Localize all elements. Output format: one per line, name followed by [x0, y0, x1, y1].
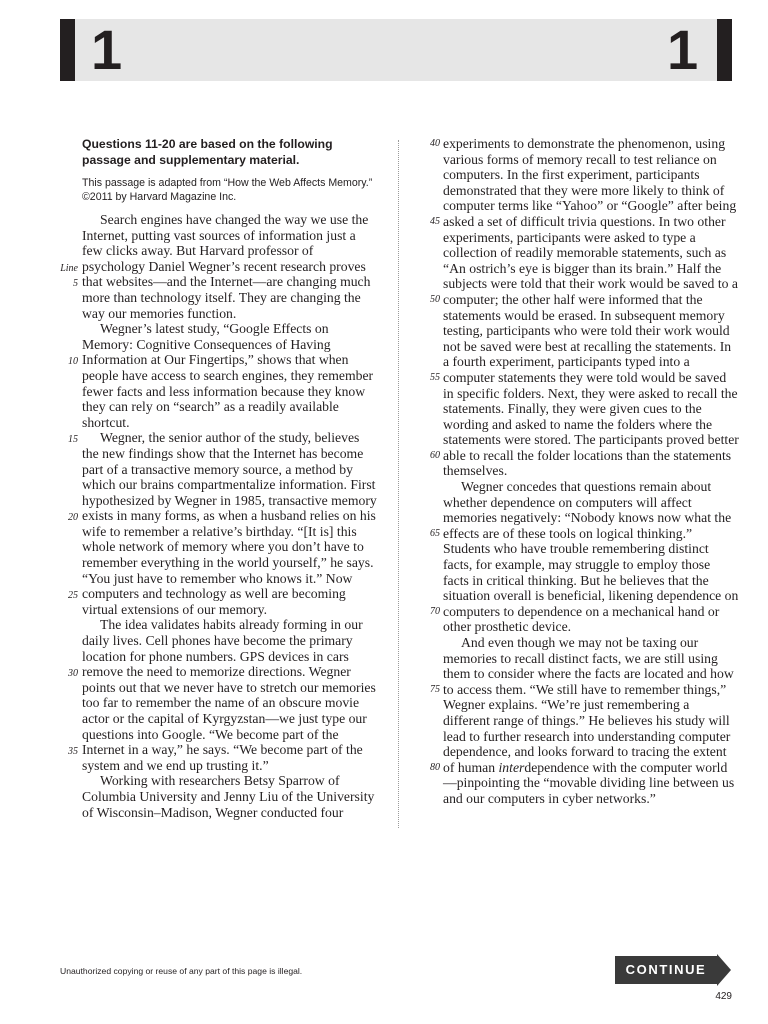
passage-paragraph-3: Wegner, the senior author of the study, believes the new findings show that the Internet has become part of a transactive memory source, a method by which our brains compartmentalize information. First hypothesized by Wegner in 1985, transactive memory exists in many forms, as when a husband relies on his wife to remember a relative’s birthday. “[It is] this whole network of memory where you don’t have to remember everything in the world yourself,” he says. “You just have to remember who knows it.” Now computers and technology as well are becoming virtual extensions of our memory.: [82, 430, 377, 617]
line-number-25: 25: [68, 590, 78, 601]
line-number-15: 15: [68, 434, 78, 445]
passage-paragraph-5-start: Working with researchers Betsy Sparrow of Columbia University and Jenny Liu of the University of Wisconsin–Madison, Wegner conducted four: [82, 773, 375, 820]
p7-text-after: dependence with the computer world—pinpointing the “movable dividing line between us and our computers in cyber networks.”: [443, 759, 735, 806]
continue-arrow-icon[interactable]: [717, 954, 731, 986]
line-label: Line: [60, 263, 78, 274]
column-divider: [398, 140, 399, 828]
page-number: 429: [715, 991, 732, 1002]
passage-paragraph-5-continued: experiments to demonstrate the phenomenon, using various forms of memory recall to test reliance on computers. In the first experiment, participants demonstrated that they were more likely to think of computer terms like “Yahoo” or “Google” after being asked a set of difficult trivia questions. In two other experiments, participants were asked to type a collection of readily memorable statements, such as “An ostrich’s eye is bigger than its brain.” Half the subjects were told that their work would be saved to a computer; the other half were informed that the statements would be erased. In subsequent memory testing, participants who were told their work would not be saved were best at recalling the statements. In a fourth experiment, participants typed into a computer statements they were told would be saved in specific folders. Next, they were asked to recall the statements. Finally, they were given cues to the wording and asked to name the folders where the statements were stored. The participants proved better able to recall the folder locations than the statements themselves.: [443, 136, 739, 479]
continue-button[interactable]: CONTINUE: [615, 956, 717, 984]
section-header-right-bar: [717, 19, 732, 81]
passage-paragraph-4: The idea validates habits already forming in our daily lives. Cell phones have become the primary location for phone numbers. GPS devices in cars remove the need to memorize directions. Wegner points out that we never have to stretch our memories too far to remember the name of an obscure movie actor or the capital of Kyrgyzstan—we just type our questions into Google. “We become part of the Internet in a way,” he says. “We become part of the system and we end up trusting it.”: [82, 617, 376, 773]
line-number-65: 65: [430, 528, 440, 539]
passage-intro-heading: Questions 11-20 are based on the following passage and supplementary material.: [82, 137, 333, 167]
line-number-10: 10: [68, 356, 78, 367]
line-number-40: 40: [430, 138, 440, 149]
line-number-70: 70: [430, 606, 440, 617]
passage-paragraph-6: Wegner concedes that questions remain about whether dependence on computers will affect memories negatively: “Nobody knows now what the effects are of these tools on logical thinking.” Students who have trouble remembering distinct facts, for example, may struggle to employ those facts in critical thinking. But he believes that the situation overall is beneficial, likening dependence on computers to dependence on a mechanical hand or other prosthetic device.: [443, 479, 739, 635]
line-number-30: 30: [68, 668, 78, 679]
section-header-left-bar: [60, 19, 75, 81]
copyright-notice: Unauthorized copying or reuse of any part of this page is illegal.: [60, 966, 303, 976]
section-number-right: 1: [667, 18, 699, 81]
line-number-75: 75: [430, 684, 440, 695]
line-number-55: 55: [430, 372, 440, 383]
passage-paragraph-2: Wegner’s latest study, “Google Effects on Memory: Cognitive Consequences of Having Information at Our Fingertips,” shows that when people have access to search engines, they remember fewer facts and less information because they know they can rely on “search” as a readily available shortcut.: [82, 321, 374, 430]
line-number-20: 20: [68, 512, 78, 523]
passage-source-note: This passage is adapted from “How the Web Affects Memory.” ©2011 by Harvard Magazine Inc.: [82, 177, 373, 203]
passage-right-column: [443, 136, 739, 807]
passage-paragraph-7: [443, 635, 739, 807]
line-number-45: 45: [430, 216, 440, 227]
line-number-60: 60: [430, 450, 440, 461]
section-header-band: [60, 19, 732, 81]
section-number-left: 1: [91, 18, 123, 81]
passage-paragraph-1: Search engines have changed the way we use the Internet, putting vast sources of information just a few clicks away. But Harvard professor of psychology Daniel Wegner’s recent research proves that websites—and the Internet—are changing much more than technology itself. They are changing the way our memories function.: [82, 212, 371, 321]
line-number-80: 80: [430, 762, 440, 773]
p7-italic-text: inter: [498, 759, 525, 775]
p7-text-before: And even though we may not be taxing our memories to recall distinct facts, we are still using them to consider where the facts are located and how to access them. “We still have to remember things,” Wegner explains. “We’re just remembering a different range of things.” He believes his study will lead to further research into understanding computer dependence, and looks forward to tracing the extent of human: [443, 635, 734, 775]
passage-left-column: [82, 212, 378, 820]
line-number-35: 35: [68, 746, 78, 757]
line-number-50: 50: [430, 294, 440, 305]
line-number-5: 5: [73, 278, 78, 289]
